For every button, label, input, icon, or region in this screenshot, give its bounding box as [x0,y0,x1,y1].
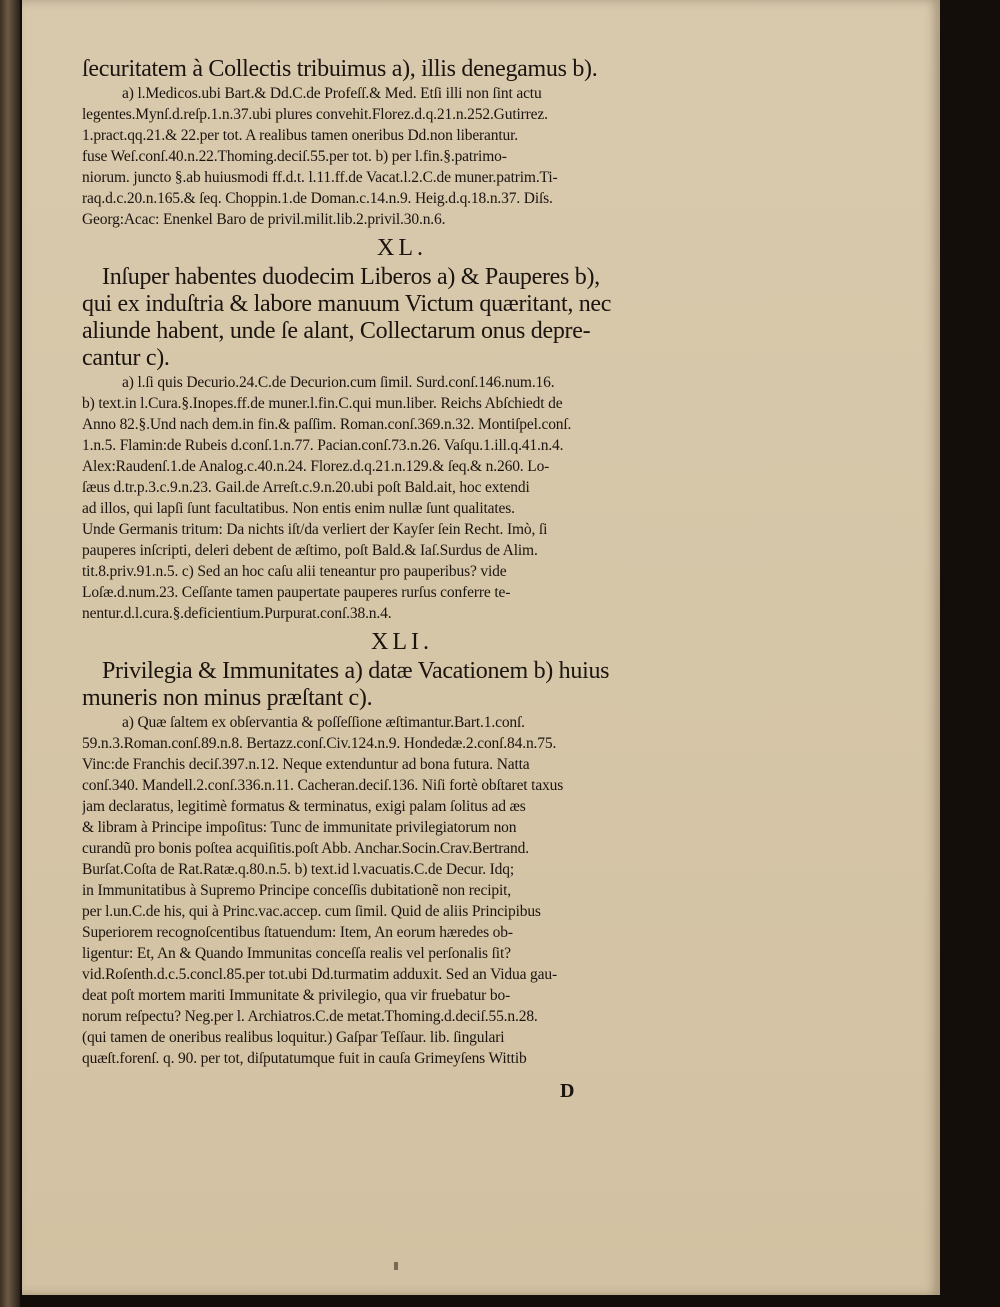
text-line: (qui tamen de oneribus realibus loquitur.) Gaſpar Teſſaur. lib. ſingulari [82,1029,505,1046]
text-line: 59.n.3.Roman.conſ.89.n.8. Bertazz.conſ.Civ.124.n.9. Hondedæ.2.conſ.84.n.75. [82,735,557,752]
text-line: Alex:Raudenſ.1.de Analog.c.40.n.24. Florez.d.q.21.n.129.& ſeq.& n.260. Lo- [82,458,550,475]
text-line: ad illos, qui lapſi ſunt facultatibus. Non entis enim nullæ ſunt qualitates. [82,500,515,517]
text-line: Privilegia & Immunitates a) datæ Vacationem b) huius [102,658,610,684]
page-foot-mark [394,1262,398,1270]
text-line: a) l.ſi quis Decurio.24.C.de Decurion.cum ſimil. Surd.conſ.146.num.16. [122,374,555,391]
text-line: fuse Weſ.conſ.40.n.22.Thoming.deciſ.55.per tot. b) per l.fin.§.patrimo- [82,148,507,165]
page-content [82,56,722,1069]
text-line: in Immunitatibus à Supremo Principe conceſſis dubitationẽ non recipit, [82,882,512,899]
text-line: cantur c). [82,345,170,371]
text-block-xl [82,264,722,624]
text-line: Inſuper habentes duodecim Liberos a) & Pauperes b), [102,264,600,290]
text-line: per l.un.C.de his, qui à Princ.vac.accep. cum ſimil. Quid de aliis Principibus [82,903,541,920]
text-line: muneris non minus præſtant c). [82,685,373,711]
text-line: jam declaratus, legitimè formatus & terminatus, exigi palam ſolitus ad æs [82,798,526,815]
text-line: conſ.340. Mandell.2.conſ.336.n.11. Cacheran.deciſ.136. Niſi fortè obſtaret taxus [82,777,564,794]
text-line: a) Quæ ſaltem ex obſervantia & poſſeſſione æſtimantur.Bart.1.conſ. [122,714,525,731]
text-line: Loſæ.d.num.23. Ceſſante tamen paupertate pauperes rurſus conferre te- [82,584,511,601]
section-heading-xli: XLI. [371,629,433,655]
text-block-top [82,56,722,230]
text-line: norum reſpectu? Neg.per l. Archiatros.C.de metat.Thoming.d.deciſ.55.n.28. [82,1008,538,1025]
text-line: tit.8.priv.91.n.5. c) Sed an hoc caſu alii teneantur pro pauperibus? vide [82,563,507,580]
text-line: vid.Roſenth.d.c.5.concl.85.per tot.ubi Dd.turmatim adduxit. Sed an Vidua gau- [82,966,557,983]
section-heading-xl: XL. [377,235,427,261]
text-line: Georg:Acac: Enenkel Baro de privil.milit.lib.2.privil.30.n.6. [82,211,446,228]
text-line: deat poſt mortem mariti Immunitate & privilegio, qua vir fruebatur bo- [82,987,511,1004]
text-line: Superiorem recognoſcentibus ſtatuendum: Item, An eorum hæredes ob- [82,924,513,941]
text-line: niorum. juncto §.ab huiusmodi ff.d.t. l.11.ff.de Vacat.l.2.C.de muner.patrim.Ti- [82,169,558,186]
text-line: ligentur: Et, An & Quando Immunitas conceſſa realis vel perſonalis ſit? [82,945,511,962]
text-line: pauperes inſcripti, deleri debent de æſtimo, poſt Bald.& Iaſ.Surdus de Alim. [82,542,538,559]
text-line: ſæus d.tr.p.3.c.9.n.23. Gail.de Arreſt.c.9.n.20.ubi poſt Bald.ait, hoc extendi [82,479,530,496]
text-line: ſecuritatem à Collectis tribuimus a), illis denegamus b). [82,56,598,82]
text-line: raq.d.c.20.n.165.& ſeq. Choppin.1.de Doman.c.14.n.9. Heig.d.q.18.n.37. Diſs. [82,190,553,207]
text-line: 1.n.5. Flamin:de Rubeis d.conſ.1.n.77. Pacian.conſ.73.n.26. Vaſqu.1.ill.q.41.n.4. [82,437,564,454]
document-page [22,0,940,1295]
text-line: Burſat.Coſta de Rat.Ratæ.q.80.n.5. b) text.id l.vacuatis.C.de Decur. Idq; [82,861,515,878]
text-line: legentes.Mynſ.d.reſp.1.n.37.ubi plures convehit.Florez.d.q.21.n.252.Gutirrez. [82,106,548,123]
text-line: Anno 82.§.Und nach dem.in fin.& paſſim. Roman.conſ.369.n.32. Montiſpel.conſ. [82,416,572,433]
text-line: & libram à Principe impoſitus: Tunc de immunitate privilegiatorum non [82,819,517,836]
signature-mark: D [560,1080,575,1102]
text-line: 1.pract.qq.21.& 22.per tot. A realibus tamen oneribus Dd.non liberantur. [82,127,519,144]
text-line: b) text.in l.Cura.§.Inopes.ff.de muner.l.fin.C.qui mun.liber. Reichs Abſchiedt de [82,395,563,412]
text-line: Vinc:de Franchis deciſ.397.n.12. Neque extenduntur ad bona futura. Natta [82,756,530,773]
text-line: curandũ pro bonis poſtea acquiſitis.poſt Abb. Anchar.Socin.Crav.Bertrand. [82,840,529,857]
text-line: nentur.d.l.cura.§.deficientium.Purpurat.conſ.38.n.4. [82,605,392,622]
binding-edge [0,0,20,1307]
text-line: Unde Germanis tritum: Da nichts iſt/da verliert der Kayſer ſein Recht. Imò, ſi [82,521,548,538]
text-line: quæſt.forenſ. q. 90. per tot, diſputatumque fuit in cauſa Grimeyſens Wittib [82,1050,527,1067]
text-line: qui ex induſtria & labore manuum Victum quæritant, nec [82,291,612,317]
text-line: a) l.Medicos.ubi Bart.& Dd.C.de Profeſſ.& Med. Etſi illi non ſint actu [122,85,542,102]
text-line: aliunde habent, unde ſe alant, Collectarum onus depre- [82,318,591,344]
text-block-xli [82,658,722,1069]
